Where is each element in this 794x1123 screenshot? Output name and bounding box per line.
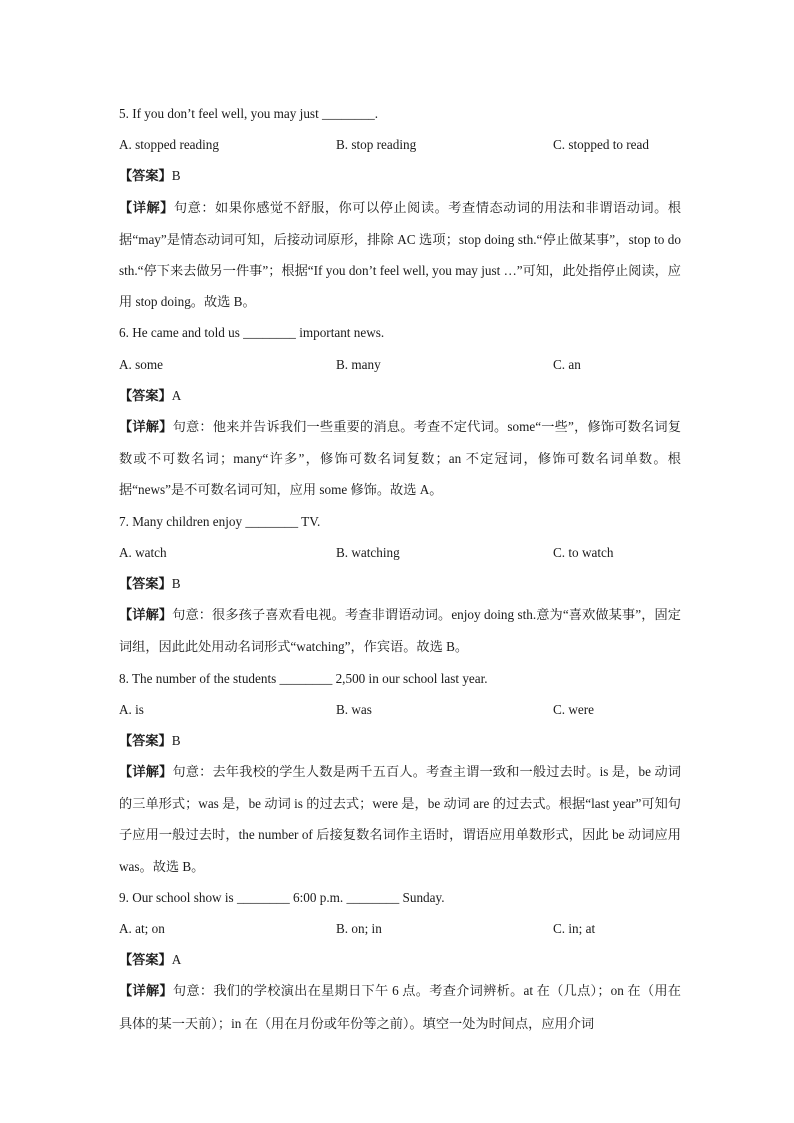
question-stem: 6. He came and told us ________ important news. [119,325,385,341]
explanation [119,756,681,882]
option-c: C. to watch [553,544,614,560]
document-page [119,98,681,1039]
question-stem: 9. Our school show is ________ 6:00 p.m. ________ Sunday. [119,889,445,905]
explanation-text: 句意：我们的学校演出在星期日下午 6 点。考查介词辨析。at 在（几点）；on 在（用在具体的某一天前）；in 在（用在月份或年份等之前）。填空一处为时间点，应用介词 [119,983,681,1031]
answer-value: B [171,168,181,184]
options-row [119,537,681,568]
question-stem: 5. If you don’t feel well, you may just ________. [119,106,379,121]
explanation-label: 【详解】 [119,200,174,216]
explanation-text: 句意：去年我校的学生人数是两千五百人。考查主谓一致和一般过去时。is 是，be 动词的三单形式；was 是，be 动词 is 的过去式；were 是，be 动词 are 的过去式。根据“last year”可知句子应用一般过去时，the number of 后接复数名词作主语时，谓语应用单数形式，因此 be 动词应用 was。故选 B。 [119,764,681,874]
answer-label: 【答案】 [119,388,172,404]
answer-row [119,380,681,411]
answer-value: A [171,387,182,403]
answer-label: 【答案】 [119,733,172,749]
answer-row [119,568,681,599]
explanation [119,599,681,662]
answer-label: 【答案】 [119,576,172,592]
option-b: B. watching [336,544,400,560]
answer-label: 【答案】 [119,953,172,969]
explanation-label: 【详解】 [119,419,173,435]
explanation-label: 【详解】 [119,765,173,781]
option-c: C. in; at [553,921,596,937]
answer-value: B [171,732,181,748]
options-row [119,349,681,380]
answer-label: 【答案】 [119,169,172,185]
option-c: C. were [553,701,595,717]
options-row [119,129,681,160]
answer-row [119,944,681,975]
explanation-label: 【详解】 [119,984,173,1000]
option-c: C. an [553,356,581,372]
option-c: C. stopped to read [553,137,649,153]
option-a: A. is [119,701,144,717]
question-block [119,506,681,663]
question-block [119,882,681,1039]
option-b: B. on; in [336,921,382,937]
explanation-text: 句意：他来并告诉我们一些重要的消息。考查不定代词。some“一些”，修饰可数名词复数或不可数名词；many“许多”，修饰可数名词复数；an 不定冠词，修饰可数名词单数。根据“news”是不可数名词可知，应用 some 修饰。故选 A。 [119,418,682,498]
question-block [119,98,681,317]
question-block [119,317,681,505]
options-row [119,694,681,725]
option-a: A. some [119,356,163,372]
explanation-text: 句意：很多孩子喜欢看电视。考查非谓语动词。enjoy doing sth.意为“喜欢做某事”，固定词组，因此此处用动名词形式“watching”，作宾语。故选 B。 [119,607,681,655]
option-a: A. stopped reading [119,137,219,153]
answer-value: A [171,952,182,968]
answer-value: B [171,575,181,591]
option-b: B. many [336,356,381,372]
answer-row [119,160,681,191]
option-a: A. at; on [119,921,165,937]
explanation-text: 句意：如果你感觉不舒服，你可以停止阅读。考查情态动词的用法和非谓语动词。根据“may”是情态动词可知，后接动词原形，排除 AC 选项；stop doing sth.“停止做某事”，stop to do sth.“停下来去做另一件事”；根据“If you don’t feel well, you may just …”可知，此处指停止阅读，应用 stop doing。故选 B。 [119,199,682,310]
explanation [119,975,681,1038]
option-a: A. watch [119,544,167,560]
answer-row [119,725,681,756]
question-block [119,663,681,882]
option-b: B. was [336,701,372,717]
explanation [119,192,681,318]
explanation-label: 【详解】 [119,608,173,624]
options-row [119,913,681,944]
question-stem: 8. The number of the students ________ 2,500 in our school last year. [119,670,488,686]
question-stem: 7. Many children enjoy ________ TV. [119,513,321,529]
explanation [119,411,681,506]
option-b: B. stop reading [336,137,417,153]
